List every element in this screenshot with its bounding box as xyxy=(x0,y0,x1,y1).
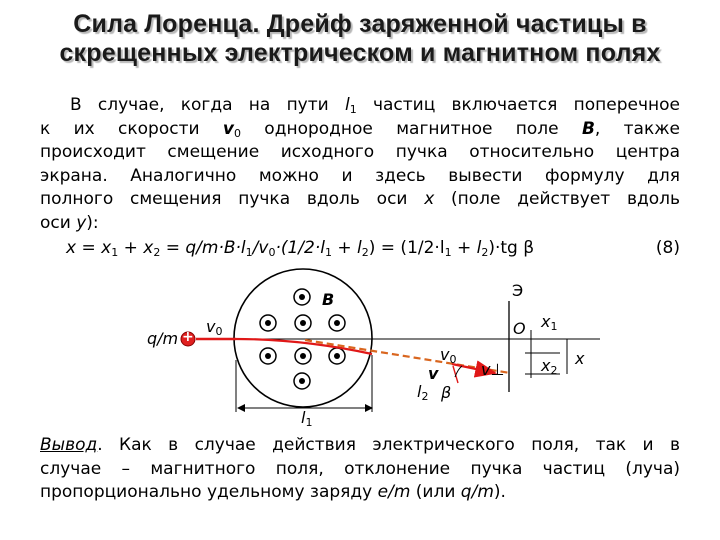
f-sub: 1 xyxy=(245,246,253,259)
v: v xyxy=(206,317,216,336)
text: однородное магнитное поле xyxy=(240,118,582,139)
origin-label: O xyxy=(513,319,526,338)
paragraph-line-3: происходит смещение исходного пучка относительно центра xyxy=(40,142,680,163)
text: пропорционально удельному заряду xyxy=(40,482,378,503)
text: В случае, когда на пути xyxy=(70,95,345,115)
sub: 1 xyxy=(305,416,313,429)
v-label: v xyxy=(428,364,439,383)
q-over-m: q/m xyxy=(460,482,494,503)
text: , также xyxy=(594,118,681,139)
f-part: x = x xyxy=(66,238,112,258)
sub: 2 xyxy=(421,390,429,403)
charge-label: q/m xyxy=(147,329,179,348)
v: v xyxy=(440,345,450,364)
sub: 1 xyxy=(550,320,558,333)
x: x xyxy=(541,312,551,331)
text: оси xyxy=(40,212,77,233)
field-dot xyxy=(294,289,310,305)
field-dot xyxy=(329,348,345,364)
x1-label xyxy=(541,313,557,331)
text: к их скорости xyxy=(40,118,223,139)
text: (поле действует вдоль xyxy=(434,189,681,210)
l: l xyxy=(301,408,306,427)
text: полного смещения пучка вдоль оси xyxy=(40,189,425,210)
vperp-label xyxy=(481,361,504,379)
f-part: /v xyxy=(252,238,269,258)
text: частиц включается поперечное xyxy=(356,95,680,115)
charge-plus-sign: + xyxy=(182,329,194,345)
f-sub: 1 xyxy=(444,246,452,259)
text: . Как в случае действия электрического поля, так и в xyxy=(97,435,680,455)
symbol-l: l xyxy=(344,95,350,115)
sub: 0 xyxy=(215,325,223,338)
equation-number: (8) xyxy=(655,238,680,258)
v0-right-label xyxy=(440,346,456,364)
beta-label: β xyxy=(441,383,452,402)
f-part: )·tg β xyxy=(488,238,535,258)
e-over-m: e/m xyxy=(377,482,411,503)
symbol-x: x xyxy=(424,189,435,210)
field-dot xyxy=(260,315,276,331)
v: v xyxy=(481,360,491,379)
title-line-2: скрещенных электрическом и магнитном полях xyxy=(59,39,661,67)
x: x xyxy=(541,356,551,375)
f-sub: 2 xyxy=(481,246,489,259)
sub: 0 xyxy=(449,353,457,366)
beta-angle-arc xyxy=(455,366,462,377)
conclusion-label: Вывод xyxy=(40,435,98,455)
symbol-v: v xyxy=(222,118,234,139)
paragraph-line-4: экрана. Аналогично можно и здесь вывести формулу для xyxy=(40,165,680,186)
f-sub: 2 xyxy=(361,246,369,259)
text: (или xyxy=(410,482,461,503)
symbol-B: B xyxy=(581,118,595,139)
conclusion-paragraph xyxy=(40,434,680,505)
f-part: = q/m·B·l xyxy=(160,238,246,258)
symbol-y: y xyxy=(76,212,87,233)
f-part: + l xyxy=(331,238,362,258)
subscript: 0 xyxy=(233,126,241,140)
l: l xyxy=(417,382,422,401)
f-sub: 0 xyxy=(268,246,276,259)
field-dot xyxy=(294,373,310,389)
text: ). xyxy=(493,482,506,503)
conclusion-line-1 xyxy=(40,434,680,458)
l2-label xyxy=(417,383,428,401)
text: ): xyxy=(86,212,99,233)
f-sub: 1 xyxy=(324,246,332,259)
l1-label xyxy=(301,409,312,427)
f-part: ·(1/2·l xyxy=(275,238,325,258)
b-field-label: B xyxy=(322,290,335,309)
v0-left-label xyxy=(206,318,222,336)
x2-label xyxy=(541,357,557,375)
field-dot xyxy=(329,315,345,331)
field-dot xyxy=(260,348,276,364)
f-sub: 2 xyxy=(153,246,161,259)
field-dot xyxy=(295,348,311,364)
subscript: 1 xyxy=(349,103,357,116)
f-sub: 1 xyxy=(111,246,119,259)
f-part: + l xyxy=(451,238,482,258)
x-label: x xyxy=(575,349,585,368)
perp: ⊥ xyxy=(490,360,505,379)
conclusion-line-2: случае – магнитного поля, отклонение пучка частиц (луча) xyxy=(40,458,680,479)
conclusion-line-3 xyxy=(40,481,680,505)
title-line-1: Сила Лоренца. Дрейф заряженной частицы в xyxy=(73,10,647,38)
sub: 2 xyxy=(550,364,558,377)
field-dot xyxy=(295,315,311,331)
f-part: + x xyxy=(118,238,154,258)
screen-label: Э xyxy=(512,281,524,300)
f-part: ) = (1/2·l xyxy=(368,238,445,258)
